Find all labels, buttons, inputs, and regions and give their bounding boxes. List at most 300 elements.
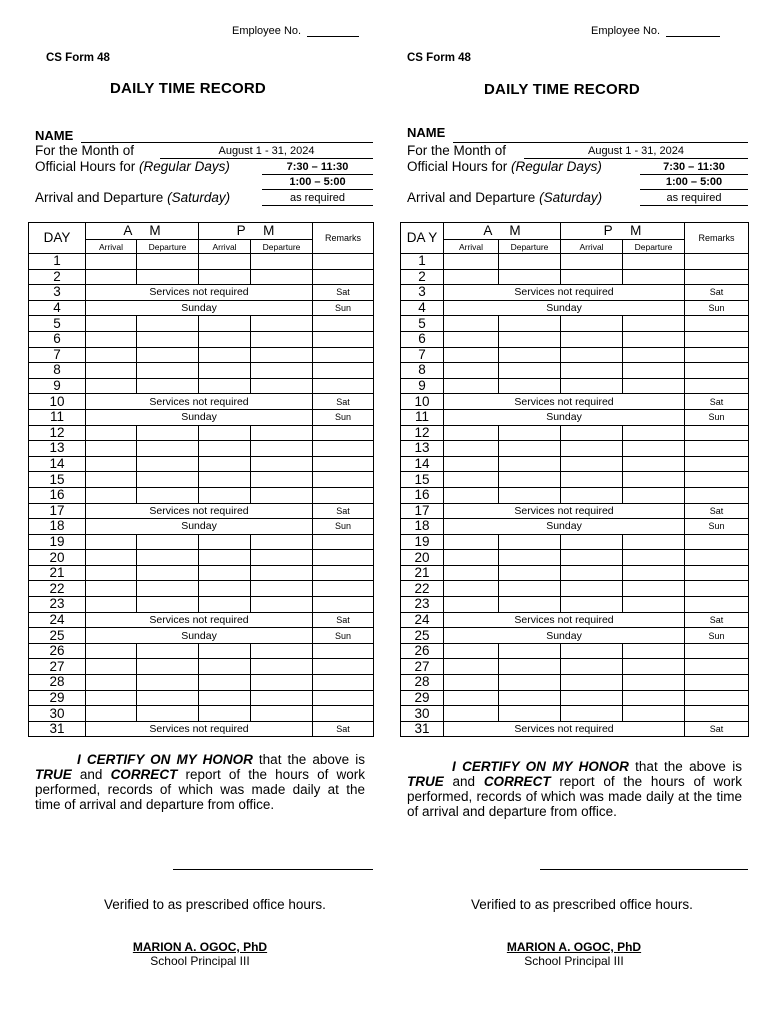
month-label-row	[407, 143, 506, 158]
remarks-cell[interactable]	[685, 690, 749, 706]
pm-arrival-cell[interactable]	[561, 659, 623, 675]
am-arrival-cell[interactable]	[444, 347, 499, 363]
day-number: 4	[29, 300, 86, 316]
pm-departure-cell[interactable]	[623, 675, 685, 691]
pm-arrival-cell[interactable]	[199, 675, 251, 691]
am-arrival-cell[interactable]	[444, 659, 499, 675]
day-number: 9	[29, 378, 86, 394]
am-arrival-cell[interactable]	[444, 254, 499, 270]
pm-departure-cell[interactable]	[251, 487, 313, 503]
remarks-cell[interactable]	[313, 456, 374, 472]
pm-departure-cell[interactable]	[623, 363, 685, 379]
pm-arrival-cell[interactable]	[199, 487, 251, 503]
principal-name: MARION A. OGOC, PhD	[506, 940, 642, 954]
table-row	[29, 550, 374, 566]
remarks-cell[interactable]	[685, 487, 749, 503]
am-departure-cell[interactable]	[499, 347, 561, 363]
cert-text-1: that the above is	[628, 759, 742, 774]
am-arrival-cell[interactable]	[86, 378, 137, 394]
pm-departure-cell[interactable]	[251, 425, 313, 441]
pm-arrival-cell[interactable]	[561, 534, 623, 550]
pm-departure-cell[interactable]	[623, 456, 685, 472]
table-row	[29, 472, 374, 488]
day-number: 29	[29, 690, 86, 706]
pm-departure-cell[interactable]	[623, 706, 685, 722]
pm-departure-cell[interactable]	[623, 316, 685, 332]
remarks-cell[interactable]	[313, 425, 374, 441]
pm-departure-cell[interactable]	[251, 316, 313, 332]
pm-departure-cell[interactable]	[251, 441, 313, 457]
sunday-note: Sunday	[86, 300, 313, 316]
remarks-cell[interactable]	[685, 316, 749, 332]
pm-arrival-cell[interactable]	[199, 690, 251, 706]
am-departure-cell[interactable]	[499, 690, 561, 706]
day-number: 21	[29, 565, 86, 581]
table-row	[401, 363, 749, 379]
pm-arrival-cell[interactable]	[561, 378, 623, 394]
pm-arrival-cell[interactable]	[561, 331, 623, 347]
dtr-table-left	[28, 222, 374, 737]
am-departure-cell[interactable]	[499, 363, 561, 379]
am-departure-cell[interactable]	[137, 456, 199, 472]
pm-departure-cell[interactable]	[623, 581, 685, 597]
am-arrival-cell[interactable]	[444, 456, 499, 472]
am-arrival-cell[interactable]	[86, 363, 137, 379]
pm-departure-cell[interactable]	[251, 534, 313, 550]
am-arrival-cell[interactable]	[444, 441, 499, 457]
am-arrival-cell[interactable]	[444, 472, 499, 488]
table-row	[29, 659, 374, 675]
remarks-cell[interactable]	[313, 378, 374, 394]
am-arrival-cell[interactable]	[86, 472, 137, 488]
pm-arrival-cell[interactable]	[561, 269, 623, 285]
remarks-cell: Sun	[313, 409, 374, 425]
table-row	[401, 675, 749, 691]
remarks-cell: Sat	[313, 612, 374, 628]
am-arrival-cell[interactable]	[86, 675, 137, 691]
remarks-cell: Sat	[313, 394, 374, 410]
remarks-cell[interactable]	[685, 581, 749, 597]
remarks-header: Remarks	[313, 223, 374, 254]
table-row	[401, 550, 749, 566]
remarks-cell[interactable]	[685, 331, 749, 347]
pm-departure-cell[interactable]	[251, 331, 313, 347]
services-not-required: Services not required	[86, 394, 313, 410]
am-departure-cell[interactable]	[137, 254, 199, 270]
pm-arrival-cell[interactable]	[561, 706, 623, 722]
principal-title: School Principal III	[150, 954, 250, 968]
month-label: For the Month of	[407, 143, 507, 158]
pm-header: P M	[561, 223, 685, 240]
pm-arrival-cell[interactable]	[199, 659, 251, 675]
am-arrival-cell[interactable]	[444, 534, 499, 550]
remarks-cell[interactable]	[313, 316, 374, 332]
pm-departure-cell[interactable]	[251, 550, 313, 566]
pm-arrival-cell[interactable]	[561, 643, 623, 659]
am-arrival-cell[interactable]	[86, 659, 137, 675]
pm-departure-cell[interactable]	[623, 565, 685, 581]
am-departure-cell[interactable]	[137, 425, 199, 441]
day-number: 10	[29, 394, 86, 410]
am-arrival-cell[interactable]	[86, 269, 137, 285]
remarks-cell[interactable]	[685, 472, 749, 488]
pm-arrival-cell[interactable]	[561, 363, 623, 379]
day-number: 17	[401, 503, 444, 519]
saturday-row	[35, 190, 230, 205]
remarks-cell[interactable]	[685, 378, 749, 394]
am-departure-cell[interactable]	[137, 534, 199, 550]
am-departure-cell[interactable]	[499, 565, 561, 581]
am-departure-cell[interactable]	[499, 659, 561, 675]
am-arrival-cell[interactable]	[86, 441, 137, 457]
pm-arrival-cell[interactable]	[561, 550, 623, 566]
am-departure-cell[interactable]	[499, 675, 561, 691]
pm-departure-cell[interactable]	[251, 378, 313, 394]
remarks-cell[interactable]	[685, 675, 749, 691]
pm-departure-cell[interactable]	[251, 690, 313, 706]
remarks-cell[interactable]	[313, 659, 374, 675]
am-departure-cell[interactable]	[137, 643, 199, 659]
pm-departure-cell[interactable]	[623, 378, 685, 394]
pm-arrival-cell[interactable]	[199, 534, 251, 550]
pm-arrival-cell[interactable]	[199, 254, 251, 270]
pm-arrival-cell[interactable]	[199, 425, 251, 441]
pm-arrival-header: Arrival	[199, 240, 251, 254]
am-arrival-cell[interactable]	[86, 456, 137, 472]
remarks-cell[interactable]	[313, 331, 374, 347]
remarks-cell[interactable]	[313, 487, 374, 503]
remarks-cell[interactable]	[313, 706, 374, 722]
am-departure-cell[interactable]	[499, 425, 561, 441]
am-arrival-cell[interactable]	[444, 316, 499, 332]
pm-departure-cell[interactable]	[623, 441, 685, 457]
services-not-required: Services not required	[444, 503, 685, 519]
am-arrival-cell[interactable]	[86, 565, 137, 581]
remarks-cell[interactable]	[313, 597, 374, 613]
table-row	[29, 643, 374, 659]
am-departure-cell[interactable]	[137, 675, 199, 691]
am-arrival-cell[interactable]	[444, 363, 499, 379]
remarks-cell[interactable]	[685, 534, 749, 550]
day-number: 30	[401, 706, 444, 722]
remarks-cell[interactable]	[313, 347, 374, 363]
pm-departure-cell[interactable]	[623, 659, 685, 675]
remarks-cell[interactable]	[313, 534, 374, 550]
remarks-cell[interactable]	[685, 254, 749, 270]
pm-departure-cell[interactable]	[623, 269, 685, 285]
pm-departure-cell[interactable]	[623, 534, 685, 550]
am-header: A M	[444, 223, 561, 240]
am-arrival-cell[interactable]	[86, 534, 137, 550]
am-arrival-cell[interactable]	[444, 550, 499, 566]
pm-departure-cell[interactable]	[623, 254, 685, 270]
day-header: DAY	[29, 223, 86, 254]
am-departure-cell[interactable]	[137, 487, 199, 503]
am-departure-cell[interactable]	[499, 269, 561, 285]
am-departure-cell[interactable]	[499, 441, 561, 457]
pm-departure-cell[interactable]	[623, 487, 685, 503]
table-row	[29, 721, 374, 737]
pm-departure-cell[interactable]	[251, 456, 313, 472]
am-departure-cell[interactable]	[499, 706, 561, 722]
am-arrival-cell[interactable]	[444, 331, 499, 347]
sunday-note: Sunday	[444, 628, 685, 644]
pm-arrival-cell[interactable]	[199, 378, 251, 394]
pm-arrival-cell[interactable]	[199, 456, 251, 472]
pm-departure-cell[interactable]	[251, 706, 313, 722]
remarks-cell: Sat	[685, 612, 749, 628]
remarks-cell[interactable]	[313, 441, 374, 457]
remarks-cell[interactable]	[313, 690, 374, 706]
pm-arrival-cell[interactable]	[199, 581, 251, 597]
remarks-cell[interactable]	[685, 643, 749, 659]
am-departure-cell[interactable]	[499, 316, 561, 332]
pm-departure-cell[interactable]	[623, 472, 685, 488]
pm-departure-cell[interactable]	[251, 659, 313, 675]
pm-arrival-cell[interactable]	[561, 347, 623, 363]
pm-departure-cell[interactable]	[623, 690, 685, 706]
table-row	[401, 316, 749, 332]
table-row	[29, 628, 374, 644]
am-arrival-cell[interactable]	[86, 487, 137, 503]
remarks-cell[interactable]	[685, 425, 749, 441]
saturday-label: (Saturday)	[539, 190, 603, 205]
remarks-cell[interactable]	[685, 565, 749, 581]
am-departure-cell[interactable]	[137, 363, 199, 379]
pm-arrival-cell[interactable]	[561, 581, 623, 597]
remarks-cell[interactable]	[313, 581, 374, 597]
day-number: 30	[29, 706, 86, 722]
am-departure-cell[interactable]	[499, 487, 561, 503]
remarks-cell[interactable]	[313, 254, 374, 270]
remarks-cell[interactable]	[685, 441, 749, 457]
pm-arrival-cell[interactable]	[199, 269, 251, 285]
cs-form-label: CS Form 48	[407, 52, 471, 64]
pm-arrival-cell[interactable]	[561, 456, 623, 472]
sunday-note: Sunday	[444, 300, 685, 316]
pm-arrival-cell[interactable]	[561, 597, 623, 613]
pm-arrival-cell[interactable]	[561, 565, 623, 581]
am-departure-cell[interactable]	[137, 597, 199, 613]
pm-departure-cell[interactable]	[623, 643, 685, 659]
pm-arrival-cell[interactable]	[561, 254, 623, 270]
remarks-cell[interactable]	[313, 550, 374, 566]
am-arrival-cell[interactable]	[444, 597, 499, 613]
pm-arrival-cell[interactable]	[199, 441, 251, 457]
sunday-note: Sunday	[86, 519, 313, 535]
pm-arrival-cell[interactable]	[199, 597, 251, 613]
remarks-cell[interactable]	[313, 565, 374, 581]
am-departure-cell[interactable]	[499, 581, 561, 597]
remarks-cell[interactable]	[685, 363, 749, 379]
pm-arrival-cell[interactable]	[561, 472, 623, 488]
table-row	[29, 425, 374, 441]
pm-departure-cell[interactable]	[251, 363, 313, 379]
pm-departure-cell[interactable]	[251, 581, 313, 597]
remarks-cell[interactable]	[313, 363, 374, 379]
pm-arrival-cell[interactable]	[561, 316, 623, 332]
table-row	[401, 690, 749, 706]
day-number: 5	[29, 316, 86, 332]
sunday-note: Sunday	[444, 519, 685, 535]
am-departure-header: Departure	[499, 240, 561, 254]
remarks-cell[interactable]	[685, 456, 749, 472]
services-not-required: Services not required	[444, 612, 685, 628]
remarks-cell[interactable]	[685, 659, 749, 675]
remarks-cell[interactable]	[685, 706, 749, 722]
am-departure-cell[interactable]	[137, 690, 199, 706]
pm-departure-header: Departure	[251, 240, 313, 254]
am-arrival-cell[interactable]	[86, 425, 137, 441]
pm-departure-cell[interactable]	[623, 597, 685, 613]
pm-departure-cell[interactable]	[251, 597, 313, 613]
pm-arrival-cell[interactable]	[199, 565, 251, 581]
day-number: 12	[401, 425, 444, 441]
am-departure-cell[interactable]	[137, 441, 199, 457]
am-arrival-cell[interactable]	[444, 675, 499, 691]
name-row	[35, 128, 373, 143]
pm-arrival-cell[interactable]	[561, 487, 623, 503]
pm-departure-cell[interactable]	[251, 643, 313, 659]
remarks-cell[interactable]	[685, 597, 749, 613]
day-number: 20	[401, 550, 444, 566]
day-number: 14	[29, 456, 86, 472]
am-departure-cell[interactable]	[137, 378, 199, 394]
am-arrival-cell[interactable]	[444, 565, 499, 581]
am-arrival-cell[interactable]	[444, 706, 499, 722]
pm-departure-cell[interactable]	[251, 472, 313, 488]
pm-arrival-cell[interactable]	[561, 441, 623, 457]
am-departure-cell[interactable]	[137, 659, 199, 675]
am-arrival-cell[interactable]	[86, 331, 137, 347]
pm-arrival-cell[interactable]	[199, 316, 251, 332]
am-arrival-cell[interactable]	[444, 581, 499, 597]
am-arrival-cell[interactable]	[86, 581, 137, 597]
day-number: 13	[401, 441, 444, 457]
am-departure-cell[interactable]	[499, 456, 561, 472]
cert-text-3: report of the hours of work performed, records of which was made daily at the time of arrival and departure from office.	[407, 774, 742, 819]
remarks-cell[interactable]	[685, 347, 749, 363]
am-departure-cell[interactable]	[137, 565, 199, 581]
am-arrival-cell[interactable]	[86, 597, 137, 613]
table-row	[401, 659, 749, 675]
am-departure-cell[interactable]	[137, 581, 199, 597]
day-number: 22	[29, 581, 86, 597]
am-departure-cell[interactable]	[499, 331, 561, 347]
am-arrival-cell[interactable]	[444, 487, 499, 503]
am-departure-cell[interactable]	[499, 643, 561, 659]
am-arrival-cell[interactable]	[86, 706, 137, 722]
table-row	[401, 472, 749, 488]
am-arrival-cell[interactable]	[86, 254, 137, 270]
am-arrival-cell[interactable]	[444, 269, 499, 285]
services-not-required: Services not required	[86, 721, 313, 737]
employee-signature-line[interactable]	[173, 869, 373, 870]
official-hours-row	[35, 159, 230, 174]
regular-days-label: (Regular Days)	[139, 159, 230, 174]
remarks-cell[interactable]	[313, 675, 374, 691]
am-departure-cell[interactable]	[499, 550, 561, 566]
pm-arrival-cell[interactable]	[199, 331, 251, 347]
pm-arrival-cell[interactable]	[199, 347, 251, 363]
am-arrival-cell[interactable]	[86, 690, 137, 706]
am-arrival-cell[interactable]	[444, 690, 499, 706]
pm-arrival-cell[interactable]	[199, 706, 251, 722]
am-arrival-cell[interactable]	[444, 643, 499, 659]
table-row	[29, 316, 374, 332]
pm-departure-cell[interactable]	[623, 347, 685, 363]
remarks-cell[interactable]	[313, 269, 374, 285]
employee-signature-line[interactable]	[540, 869, 748, 870]
day-number: 2	[29, 269, 86, 285]
employee-no-line[interactable]	[666, 26, 720, 37]
day-number: 16	[29, 487, 86, 503]
day-number: 27	[29, 659, 86, 675]
table-header-row	[29, 223, 374, 240]
employee-no	[232, 25, 359, 37]
pm-arrival-cell[interactable]	[561, 675, 623, 691]
employee-no-line[interactable]	[307, 26, 359, 37]
remarks-cell[interactable]	[685, 550, 749, 566]
pm-departure-cell[interactable]	[251, 269, 313, 285]
am-departure-cell[interactable]	[137, 331, 199, 347]
pm-arrival-cell[interactable]	[199, 363, 251, 379]
certify-honor: I CERTIFY ON MY HONOR	[452, 759, 629, 774]
am-arrival-cell[interactable]	[444, 378, 499, 394]
am-departure-cell[interactable]	[137, 472, 199, 488]
name-label: NAME	[407, 125, 446, 140]
am-departure-cell[interactable]	[499, 534, 561, 550]
regular-days-label: (Regular Days)	[511, 159, 602, 174]
am-arrival-cell[interactable]	[86, 643, 137, 659]
remarks-cell[interactable]	[313, 472, 374, 488]
pm-departure-cell[interactable]	[623, 550, 685, 566]
am-departure-cell[interactable]	[499, 254, 561, 270]
am-departure-cell[interactable]	[137, 550, 199, 566]
am-departure-cell[interactable]	[137, 316, 199, 332]
day-number: 20	[29, 550, 86, 566]
am-departure-cell[interactable]	[137, 347, 199, 363]
am-departure-cell[interactable]	[137, 269, 199, 285]
pm-departure-cell[interactable]	[623, 331, 685, 347]
pm-departure-cell[interactable]	[623, 425, 685, 441]
pm-arrival-cell[interactable]	[561, 425, 623, 441]
am-departure-cell[interactable]	[499, 597, 561, 613]
certify-honor: I CERTIFY ON MY HONOR	[77, 752, 253, 767]
am-departure-cell[interactable]	[499, 472, 561, 488]
pm-departure-cell[interactable]	[251, 254, 313, 270]
remarks-cell: Sun	[685, 519, 749, 535]
remarks-cell[interactable]	[313, 643, 374, 659]
pm-arrival-cell[interactable]	[199, 472, 251, 488]
pm-departure-cell[interactable]	[251, 347, 313, 363]
am-departure-cell[interactable]	[137, 706, 199, 722]
am-arrival-cell[interactable]	[86, 347, 137, 363]
am-arrival-cell[interactable]	[86, 550, 137, 566]
am-arrival-cell[interactable]	[444, 425, 499, 441]
day-number: 27	[401, 659, 444, 675]
remarks-cell: Sat	[313, 503, 374, 519]
am-arrival-cell[interactable]	[86, 316, 137, 332]
pm-arrival-cell[interactable]	[199, 643, 251, 659]
remarks-cell[interactable]	[685, 269, 749, 285]
pm-departure-header: Departure	[623, 240, 685, 254]
am-departure-cell[interactable]	[499, 378, 561, 394]
pm-departure-cell[interactable]	[251, 675, 313, 691]
pm-departure-cell[interactable]	[251, 565, 313, 581]
pm-arrival-cell[interactable]	[199, 550, 251, 566]
pm-arrival-cell[interactable]	[561, 690, 623, 706]
